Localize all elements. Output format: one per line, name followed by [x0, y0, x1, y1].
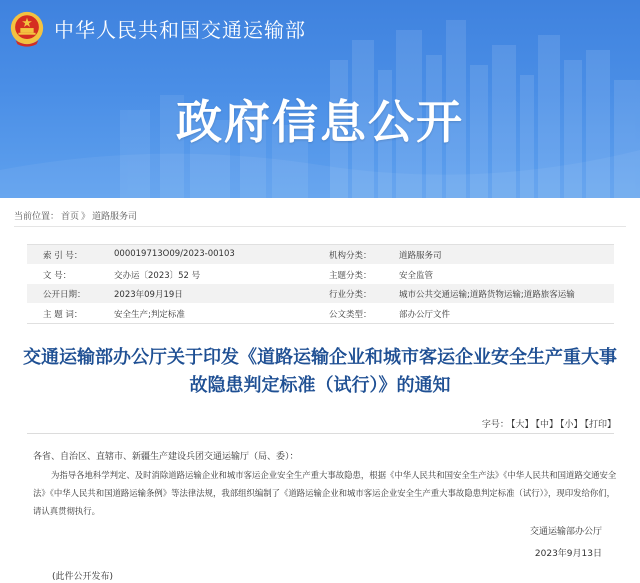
meta-label: 机构分类： — [329, 251, 372, 261]
article-tools — [480, 417, 616, 430]
issue-date: 2023年9月13日 — [534, 549, 602, 559]
meta-value: 部办公厅文件 — [399, 309, 451, 320]
breadcrumb-prefix: 当前位置： — [14, 212, 60, 222]
publication-note: (此件公开发布) — [52, 572, 114, 582]
breadcrumb-section-link[interactable]: 道路服务司 — [92, 212, 138, 222]
font-small-button[interactable]: 【小】 — [559, 420, 583, 430]
font-size-label: 字号： — [481, 420, 509, 430]
meta-label: 文 号： — [43, 270, 72, 281]
salutation: 各省、自治区、直辖市、新疆生产建设兵团交通运输厅（局、委）： — [33, 452, 299, 462]
meta-value: 安全生产;判定标准 — [114, 309, 185, 320]
meta-row-doc-number — [27, 265, 614, 284]
meta-label: 主题分类： — [329, 270, 372, 281]
meta-row-keywords — [27, 304, 614, 323]
meta-label: 索 引 号： — [43, 251, 83, 261]
banner-title: 政府信息公开 — [176, 95, 464, 149]
meta-value: 道路服务司 — [399, 251, 442, 261]
meta-value: 交办运〔2023〕52 号 — [114, 270, 201, 281]
meta-label: 公文类型： — [329, 309, 372, 320]
font-medium-button[interactable]: 【中】 — [535, 420, 558, 430]
meta-label: 行业分类： — [329, 290, 372, 300]
meta-row-index — [27, 245, 614, 264]
meta-value: 安全监管 — [399, 270, 434, 281]
font-large-button[interactable]: 【大】 — [510, 420, 534, 430]
meta-value: 000019713O09/2023-00103 — [114, 249, 235, 259]
document-title — [0, 344, 640, 400]
meta-label: 主 题 词： — [43, 309, 83, 320]
print-button[interactable]: 【打印】 — [584, 420, 616, 430]
article-divider — [27, 433, 614, 434]
document-title-line-1: 交通运输部办公厅关于印发《道路运输企业和城市客运企业安全生产重大事 — [23, 347, 617, 368]
meta-value: 2023年09月19日 — [114, 290, 183, 300]
meta-label: 公开日期： — [43, 290, 86, 300]
meta-value: 城市公共交通运输;道路货物运输;道路旅客运输 — [399, 290, 575, 300]
breadcrumb-home-link[interactable]: 首页 — [61, 212, 80, 222]
ministry-name[interactable]: 中华人民共和国交通运输部 — [54, 18, 306, 42]
breadcrumb-separator: 》 — [81, 212, 91, 222]
issuer: 交通运输部办公厅 — [529, 527, 602, 537]
body-paragraph: 为指导各地科学判定、及时消除道路运输企业和城市客运企业安全生产重大事故隐患，根据《中华人民共和国安全生产法》《中华人民共和国道路交通安全法》《中华人民共和国道路运输条例》等法律法规，我部组织编制了《道路运输企业和城市客运企业安全生产重大事故隐患判定标准（试行）》，现印发给你们，请认真贯彻执行。 — [33, 470, 617, 516]
breadcrumb-divider — [14, 226, 626, 227]
national-emblem-icon — [8, 10, 46, 48]
document-title-line-2: 故隐患判定标准（试行）》的通知 — [189, 375, 451, 396]
meta-row-publish-date — [27, 284, 614, 303]
header-banner — [0, 0, 640, 198]
document-meta-table — [27, 244, 614, 324]
breadcrumb — [14, 209, 139, 222]
